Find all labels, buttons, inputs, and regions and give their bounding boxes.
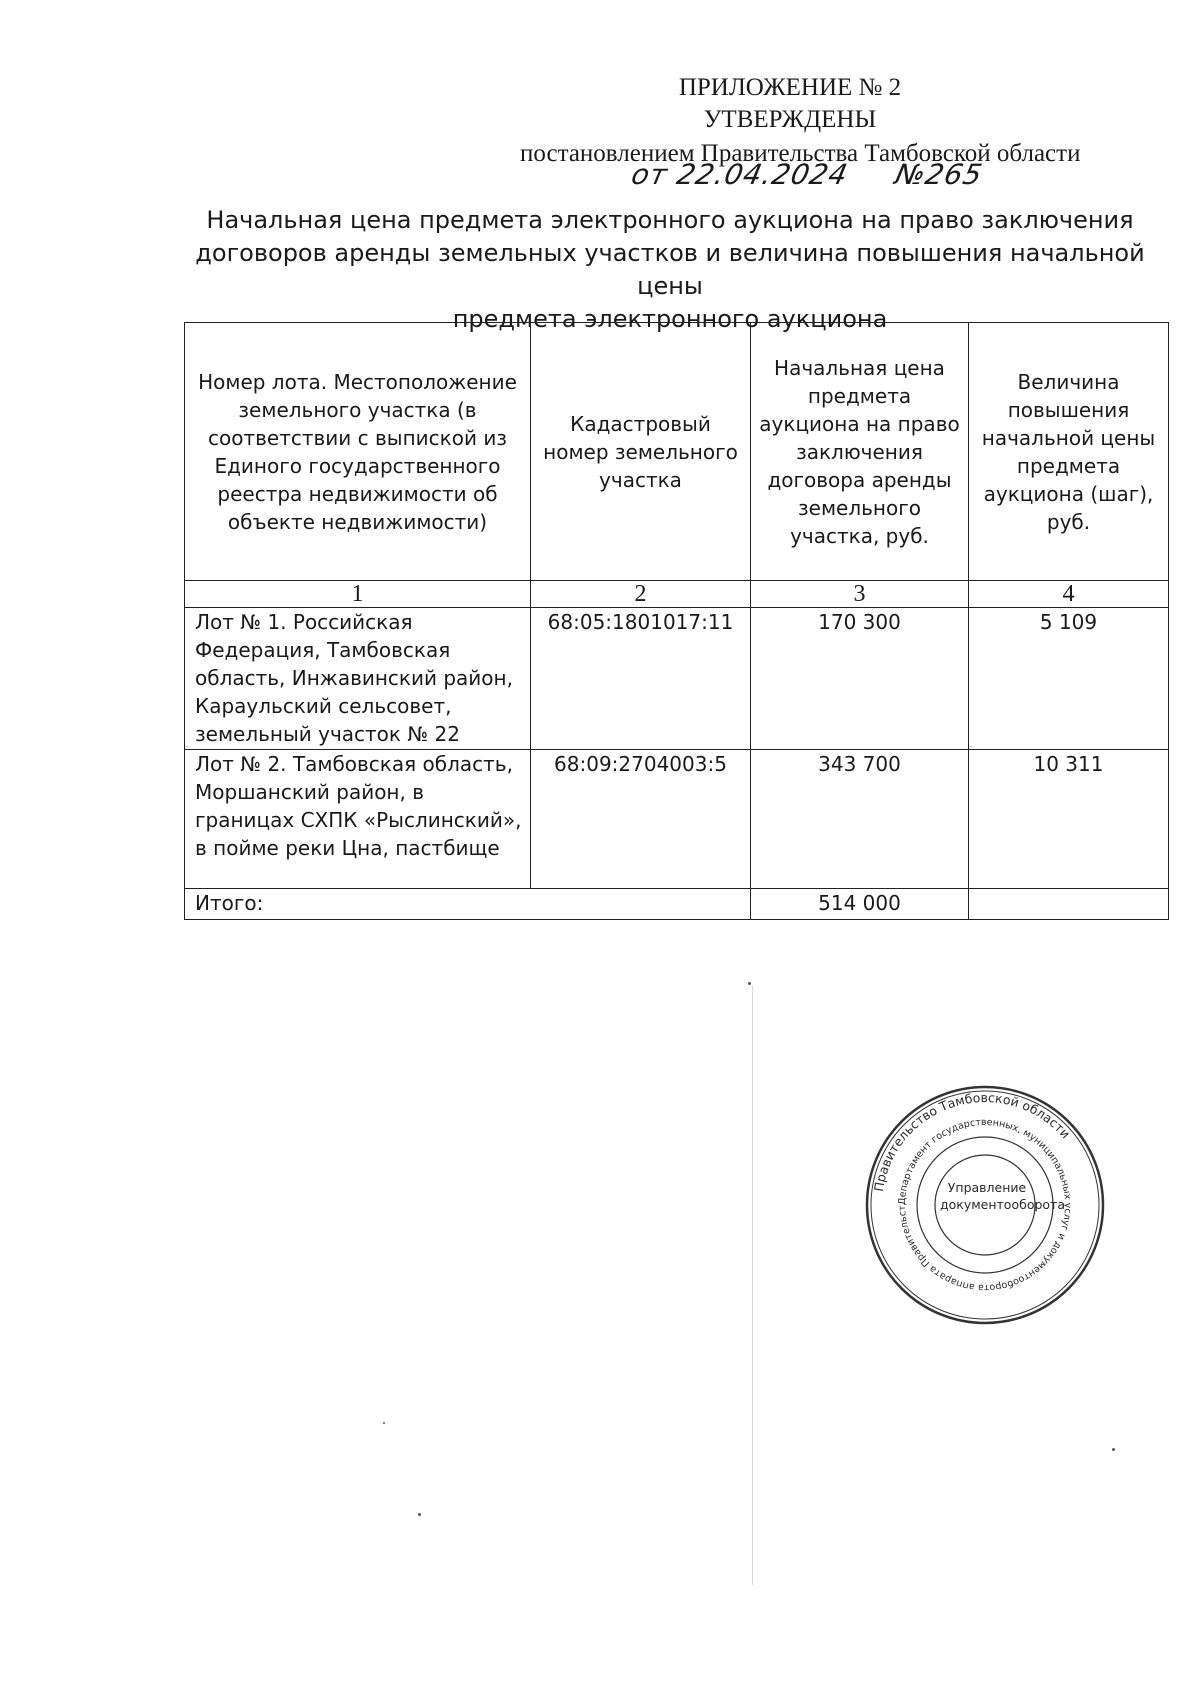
seal-middle-text: Департамент государственных, муниципальных услуг и документооборота аппарата Правительст bbox=[896, 1116, 1074, 1294]
approved-label: УТВЕРЖДЕНЫ bbox=[703, 106, 877, 133]
lot-location: Лот № 2. Тамбовская область, Моршанский район, в границах СХПК «Рыслинский», в пойме реки Цна, пастбище bbox=[185, 750, 531, 889]
decree-reference: постановлением Правительства Тамбовской области bbox=[520, 140, 1081, 167]
total-price: 514 000 bbox=[751, 889, 969, 920]
cadastral-number: 68:09:2704003:5 bbox=[531, 750, 751, 889]
scan-speck bbox=[1112, 1448, 1115, 1451]
table-header-row bbox=[185, 323, 1169, 581]
column-number: 2 bbox=[531, 581, 751, 608]
seal-center-text: Управление документооборота bbox=[940, 1180, 1065, 1212]
total-label: Итого: bbox=[185, 889, 751, 920]
scan-speck bbox=[418, 1513, 421, 1516]
handwritten-date-number bbox=[628, 158, 985, 191]
lot-location: Лот № 1. Российская Федерация, Тамбовская область, Инжавинский район, Караульский сельсовет, земельный участок № 22 bbox=[185, 608, 531, 750]
title-line-1: Начальная цена предмета электронного аукциона на право заключения bbox=[206, 206, 1134, 234]
scan-artifact-line bbox=[752, 985, 753, 1585]
header-cadastral: Кадастровый номер земельного участка bbox=[531, 323, 751, 581]
column-number: 1 bbox=[185, 581, 531, 608]
table-row bbox=[185, 750, 1169, 889]
title-line-2: договоров аренды земельных участков и величина повышения начальной цены bbox=[195, 239, 1145, 300]
handwritten-date: от 22.04.2024 bbox=[628, 158, 852, 191]
column-number-row bbox=[185, 581, 1169, 608]
handwritten-number: №265 bbox=[892, 158, 986, 191]
start-price: 343 700 bbox=[751, 750, 969, 889]
title-line-3: предмета электронного аукциона bbox=[452, 305, 888, 333]
start-price: 170 300 bbox=[751, 608, 969, 750]
auction-step: 10 311 bbox=[969, 750, 1169, 889]
header-step: Величина повышения начальной цены предмета аукциона (шаг), руб. bbox=[969, 323, 1169, 581]
header-price: Начальная цена предмета аукциона на право заключения договора аренды земельного участка, руб. bbox=[751, 323, 969, 581]
cadastral-number: 68:05:1801017:11 bbox=[531, 608, 751, 750]
scan-speck bbox=[383, 1422, 385, 1424]
document-title bbox=[170, 204, 1170, 336]
total-row bbox=[185, 889, 1169, 920]
seal-outer-text: Правительство Тамбовской области bbox=[870, 1089, 1074, 1193]
header-location: Номер лота. Местоположение земельного участка (в соответствии с выпиской из Единого государственного реестра недвижимости об объекте недвижимости) bbox=[185, 323, 531, 581]
column-number: 3 bbox=[751, 581, 969, 608]
appendix-number: ПРИЛОЖЕНИЕ № 2 bbox=[678, 74, 902, 101]
lots-table bbox=[184, 322, 1169, 920]
scan-speck bbox=[748, 982, 751, 985]
auction-step: 5 109 bbox=[969, 608, 1169, 750]
column-number: 4 bbox=[969, 581, 1169, 608]
total-step-empty bbox=[969, 889, 1169, 920]
official-seal bbox=[864, 1084, 1106, 1326]
table-row bbox=[185, 608, 1169, 750]
